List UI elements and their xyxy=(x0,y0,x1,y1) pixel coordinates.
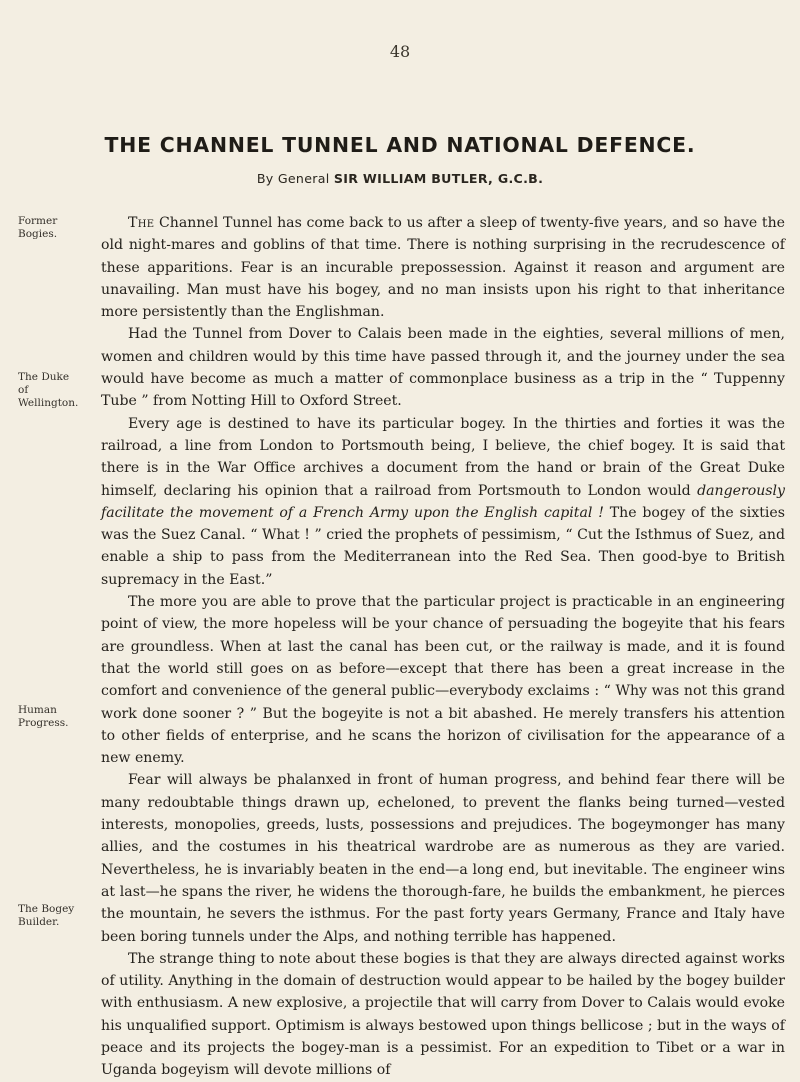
paragraph-3 xyxy=(101,413,785,591)
paragraph-3-italic: dangerously facilitate the movement of a French Army upon the English capital ! xyxy=(101,482,785,521)
author-name: SIR WILLIAM BUTLER, G.C.B. xyxy=(333,171,544,186)
page-number: 48 xyxy=(389,42,411,61)
paragraph-1 xyxy=(101,212,785,323)
paragraph-6: The strange thing to note about these bogies is that they are always directed against works of utility. Anything in the domain of destruction would appear to be hailed by the bogey builder with enthusiasm. A new explosive, a projectile that will carry from Dover to Calais would evoke his unqualified support. Optimism is always bestowed upon things bellicose ; but in the ways of peace and its projects the bogey-man is a pessimist. For an expedition to Tibet or a war in Uganda bogeyism will devote millions of xyxy=(101,950,785,1079)
margin-note-former-bogies: Former Bogies. xyxy=(18,215,58,240)
byline-prefix: By General xyxy=(256,171,334,186)
paragraph-2: Had the Tunnel from Dover to Calais been made in the eighties, several millions of men, women and children would by this time have passed through it, and the journey under the sea would have become as much a matter of commonplace business as a trip in the “ Tuppenny Tube ” from Notting Hill to Oxford Street. xyxy=(101,326,785,410)
margin-note-human-progress: Human Progress. xyxy=(18,704,69,729)
paragraph-1-lead: The xyxy=(128,215,155,231)
byline xyxy=(0,171,800,186)
paragraph-1-text: Channel Tunnel has come back to us after a sleep of twenty-five years, and so have the old night-mares and goblins of that time. There is nothing surprising in the recrudescence of these apparitions. Fear is an incurable prepossession. Against it reason and argument are unavailing. Man must have his bogey, and no man insists upon his right to that inheritance more persistently than the Englishman. xyxy=(101,215,785,321)
paragraph-5: Fear will always be phalanxed in front of human progress, and behind fear there will be many redoubtable things drawn up, echeloned, to prevent the flanks being turned—vested interests, monopolies, greeds, lusts, possessions and prejudices. The bogeymonger has many allies, and the costumes in his theatrical wardrobe are as numerous as they are varied. Nevertheless, he is invariably beaten in the end—a long end, but inevitable. The engineer wins at last—he spans the river, he widens the thorough-fare, he builds the embankment, he pierces the mountain, he severs the isthmus. For the past forty years Germany, France and Italy have been boring tunnels under the Alps, and nothing terrible has happened. xyxy=(101,772,785,945)
paragraph-4: The more you are able to prove that the particular project is practicable in an engineering point of view, the more hopeless will be your chance of persuading the bogeyite that his fears are groundless. When at last the canal has been cut, or the railway is made, and it is found that the world still goes on as before—except that there has been a great increase in the comfort and convenience of the general public—everybody exclaims : “ Why was not this grand work done sooner ? ” But the bogeyite is not a bit abashed. He merely transfers his attention to other fields of enterprise, and he scans the horizon of civilisation for the appearance of a new enemy. xyxy=(101,594,785,767)
article-title: THE CHANNEL TUNNEL AND NATIONAL DEFENCE. xyxy=(104,133,696,157)
paragraph-3-text-after: The bogey of the sixties was the Suez Canal. “ What ! ” cried the prophets of pessimism, “ Cut the Isthmus of Suez, and enable a ship to pass from the Mediterranean into the Red Sea. Then good-bye to British supremacy in the East.” xyxy=(101,504,785,588)
margin-note-bogey-builder: The Bogey Builder. xyxy=(18,903,75,928)
paragraph-3-text-before: Every age is destined to have its particular bogey. In the thirties and forties it was the railroad, a line from London to Portsmouth being, I believe, the chief bogey. It is said that there is in the War Office archives a document from the hand or brain of the Great Duke himself, declaring his opinion that a railroad from Portsmouth to London would xyxy=(101,415,785,499)
article-body xyxy=(101,212,785,1082)
margin-note-duke-of-wellington: The Duke of Wellington. xyxy=(18,371,79,409)
